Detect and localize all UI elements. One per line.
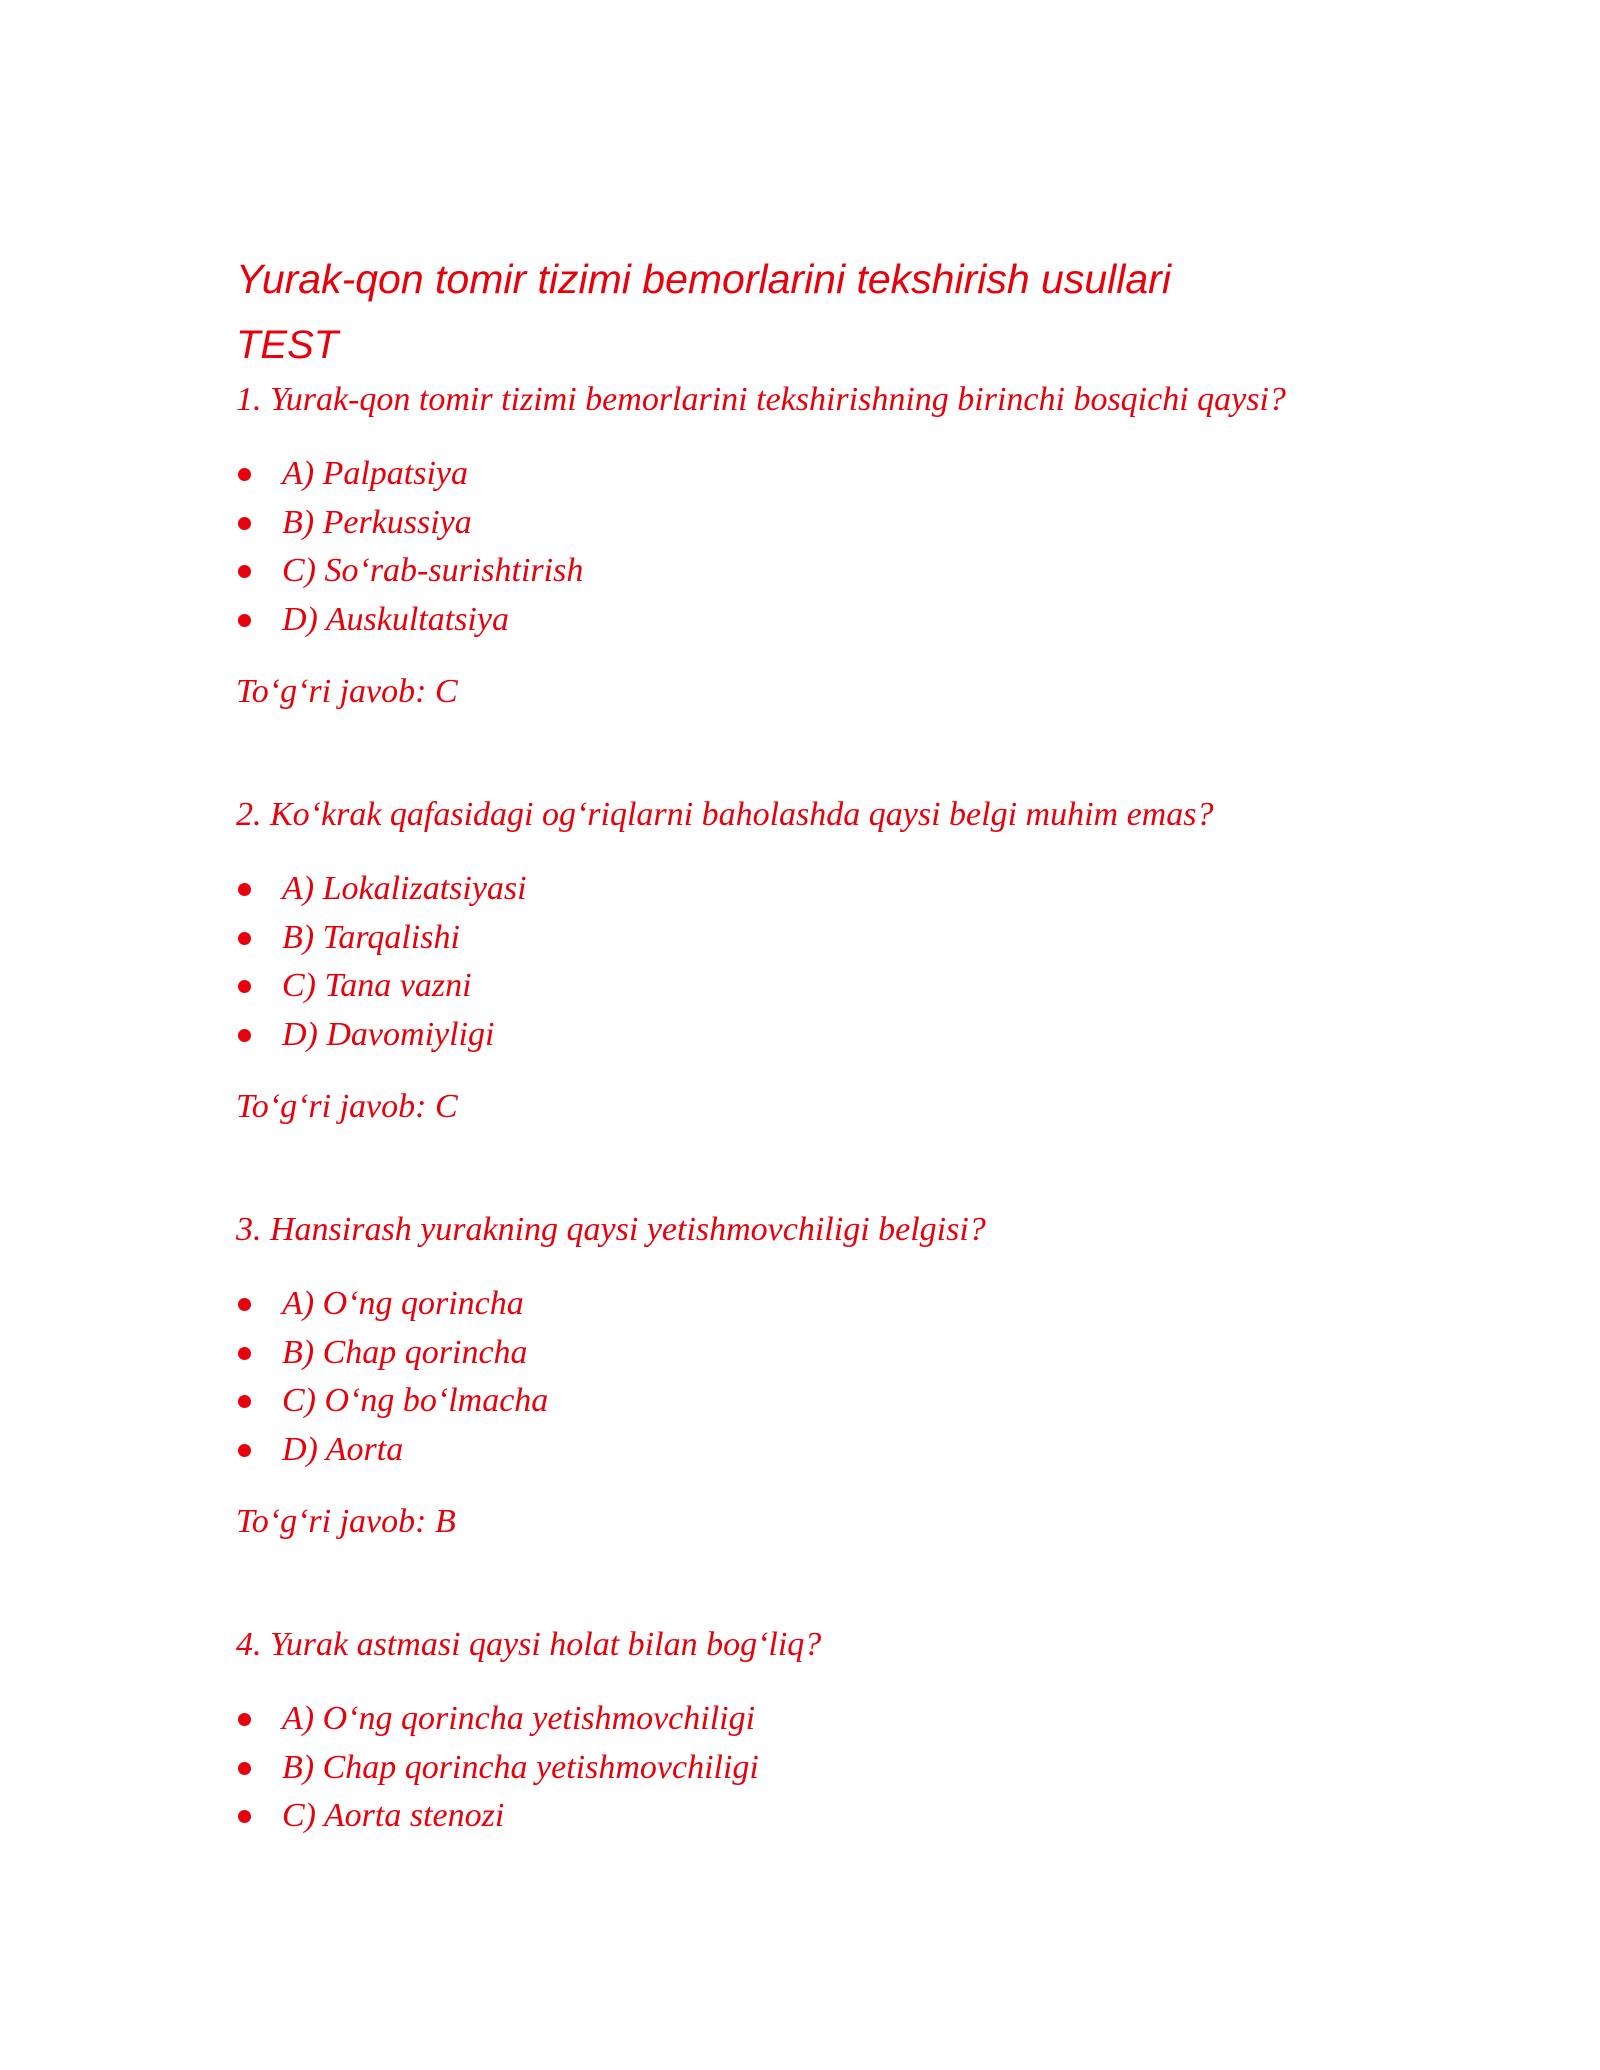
option-b	[236, 1329, 1436, 1378]
option-label: D) Aorta	[282, 1430, 404, 1468]
question-3	[236, 1208, 1436, 1544]
question-text: 1. Yurak-qon tomir tizimi bemorlarini tekshirishning birinchi bosqichi qaysi?	[236, 381, 1286, 418]
bullet-icon	[238, 1762, 251, 1775]
bullet-icon	[238, 1444, 251, 1457]
option-label: C) Aorta stenozi	[282, 1797, 505, 1834]
option-c	[236, 1792, 1436, 1841]
options-list	[236, 1280, 1436, 1474]
option-b	[236, 914, 1436, 963]
bullet-icon	[238, 1298, 251, 1311]
bullet-icon	[238, 565, 251, 578]
option-label: D) Auskultatsiya	[282, 600, 509, 638]
bullet-icon	[238, 932, 251, 945]
option-label: B) Perkussiya	[282, 503, 472, 541]
bullet-icon	[238, 1347, 251, 1360]
options-list	[236, 1695, 1436, 1841]
option-label: A) O‘ng qorincha	[282, 1285, 524, 1322]
question-text: 2. Ko‘krak qafasidagi og‘riqlarni baholashda qaysi belgi muhim emas?	[236, 796, 1214, 833]
correct-answer: To‘g‘ri javob: C	[236, 673, 458, 710]
option-c	[236, 962, 1436, 1011]
option-label: A) O‘ng qorincha yetishmovchiligi	[282, 1700, 756, 1737]
bullet-icon	[238, 980, 251, 993]
option-d	[236, 1011, 1436, 1060]
option-b	[236, 499, 1436, 548]
option-label: B) Chap qorincha yetishmovchiligi	[282, 1748, 759, 1786]
option-label: C) O‘ng bo‘lmacha	[282, 1382, 549, 1419]
question-2	[236, 793, 1436, 1129]
bullet-icon	[238, 614, 251, 627]
question-text: 4. Yurak astmasi qaysi holat bilan bog‘liq?	[236, 1626, 822, 1663]
option-label: A) Palpatsiya	[282, 455, 469, 492]
bullet-icon	[238, 883, 251, 896]
options-list	[236, 450, 1436, 644]
question-text: 3. Hansirash yurakning qaysi yetishmovchiligi belgisi?	[236, 1211, 986, 1248]
option-c	[236, 1377, 1436, 1426]
question-1	[236, 378, 1436, 714]
bullet-icon	[238, 1395, 251, 1408]
correct-answer: To‘g‘ri javob: C	[236, 1088, 458, 1125]
option-d	[236, 1426, 1436, 1475]
bullet-icon	[238, 468, 251, 481]
option-label: B) Chap qorincha	[282, 1333, 528, 1371]
option-a	[236, 1280, 1436, 1329]
option-label: C) Tana vazni	[282, 967, 472, 1004]
options-list	[236, 865, 1436, 1059]
option-a	[236, 865, 1436, 914]
option-label: A) Lokalizatsiyasi	[282, 870, 527, 907]
option-d	[236, 596, 1436, 645]
option-a	[236, 450, 1436, 499]
document-title: Yurak-qon tomir tizimi bemorlarini tekshirish usullari	[236, 256, 1171, 302]
document-subtitle: TEST	[236, 323, 339, 367]
question-4	[236, 1623, 1436, 1841]
bullet-icon	[238, 517, 251, 530]
correct-answer: To‘g‘ri javob: B	[236, 1503, 456, 1540]
bullet-icon	[238, 1029, 251, 1042]
option-label: B) Tarqalishi	[282, 918, 460, 956]
option-a	[236, 1695, 1436, 1744]
bullet-icon	[238, 1713, 251, 1726]
option-c	[236, 547, 1436, 596]
bullet-icon	[238, 1810, 251, 1823]
option-label: D) Davomiyligi	[282, 1015, 495, 1053]
option-b	[236, 1744, 1436, 1793]
option-label: C) So‘rab-surishtirish	[282, 552, 584, 589]
